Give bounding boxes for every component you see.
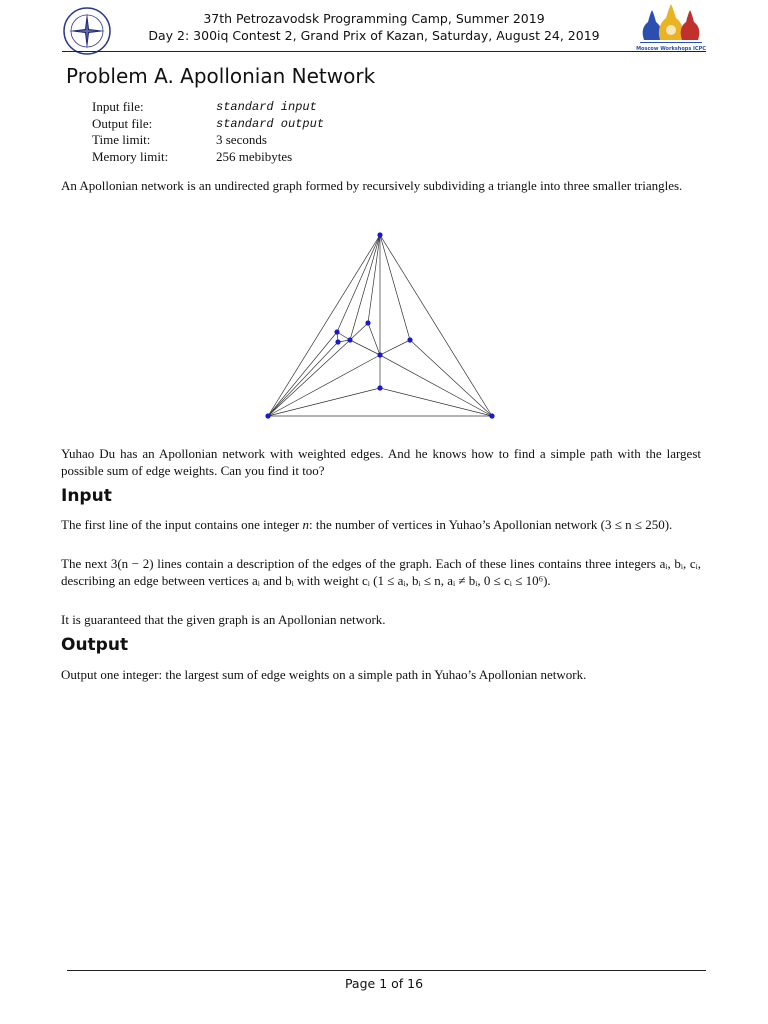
meta-value: 256 mebibytes — [216, 148, 293, 164]
meta-value: 3 seconds — [216, 132, 267, 147]
meta-label: Memory limit: — [92, 148, 169, 164]
meta-label: Time limit: — [92, 132, 151, 147]
input-paragraph-1 — [61, 516, 701, 533]
meta-label: Output file: — [92, 115, 153, 131]
meta-row-time — [92, 132, 324, 149]
intro-paragraph: An Apollonian network is an undirected graph formed by recursively subdividing a triangle into three smaller triangles. — [61, 178, 683, 193]
input-paragraph-2: The next 3(n − 2) lines contain a description of the edges of the graph. Each of these lines contains three integers aᵢ, bᵢ, cᵢ, describing an edge between vertices aᵢ and bᵢ with weight cᵢ (1 ≤ aᵢ, bᵢ ≤ n, aᵢ ≠ bᵢ, 0 ≤ cᵢ ≤ 10⁶). — [61, 556, 701, 588]
meta-row-output — [92, 116, 324, 133]
problem-title: Problem A. Apollonian Network — [66, 64, 376, 88]
meta-value: standard input — [216, 100, 317, 114]
meta-label: Input file: — [92, 99, 144, 114]
header-contest-line: Day 2: 300iq Contest 2, Grand Prix of Kazan, Saturday, August 24, 2019 — [148, 28, 600, 43]
input-heading: Input — [61, 486, 112, 506]
meta-row-input — [92, 99, 324, 116]
input-p1-var: n — [302, 517, 310, 532]
footer-rule — [67, 970, 706, 971]
header-camp-line: 37th Petrozavodsk Programming Camp, Summer 2019 — [203, 11, 545, 26]
input-p1-text-a: The first line of the input contains one integer — [61, 517, 303, 532]
story-paragraph: Yuhao Du has an Apollonian network with weighted edges. And he knows how to find a simple path with the largest possible sum of edge weights. Can you find it too? — [61, 446, 701, 478]
moscow-workshops-icpc-logo-icon — [636, 4, 706, 52]
output-heading: Output — [61, 635, 129, 655]
output-paragraph: Output one integer: the largest sum of edge weights on a simple path in Yuhao’s Apollonian network. — [61, 667, 587, 682]
meta-value: standard output — [216, 116, 325, 131]
input-paragraph-3: It is guaranteed that the given graph is an Apollonian network. — [61, 612, 386, 627]
meta-row-memory — [92, 149, 324, 166]
input-p1-text-b: : the number of vertices in Yuhao’s Apollonian network (3 ≤ n ≤ 250). — [309, 517, 673, 532]
apollonian-network-figure — [263, 229, 499, 421]
problem-limits-table — [92, 99, 324, 165]
page-number: Page 1 of 16 — [344, 976, 424, 991]
petrozavodsk-camp-seal-icon — [62, 6, 112, 56]
logo-right-caption: Moscow Workshops ICPC — [636, 46, 706, 52]
header-rule — [62, 51, 706, 52]
